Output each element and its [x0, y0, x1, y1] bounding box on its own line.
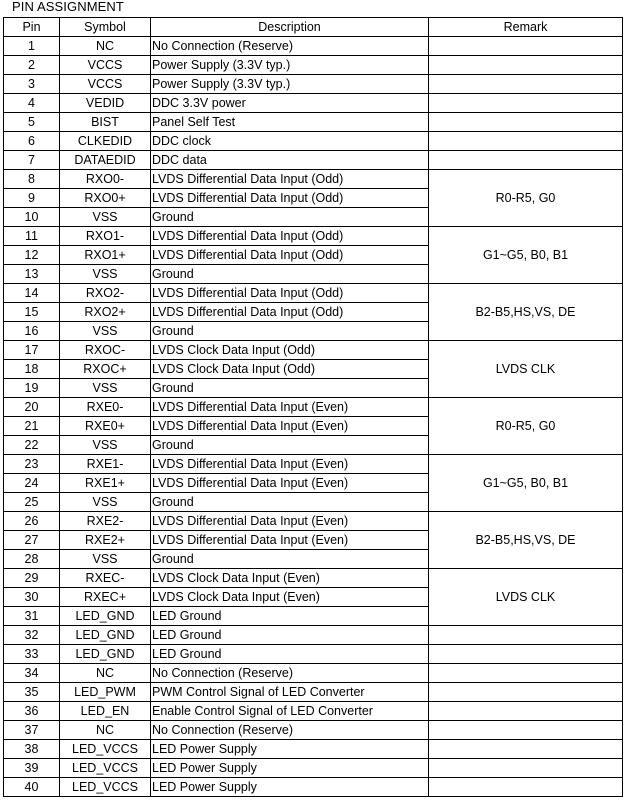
- table-row: [4, 778, 623, 797]
- cell-symbol: VCCS: [60, 56, 151, 75]
- cell-symbol: RXO1-: [60, 227, 151, 246]
- cell-pin: 6: [4, 132, 60, 151]
- cell-pin: 5: [4, 113, 60, 132]
- cell-pin: 40: [4, 778, 60, 797]
- table-row: [4, 227, 623, 246]
- table-row: [4, 455, 623, 474]
- table-row: [4, 702, 623, 721]
- cell-remark: [429, 645, 623, 664]
- pin-assignment-table: [3, 17, 623, 797]
- cell-symbol: RXOC+: [60, 360, 151, 379]
- header-pin: Pin: [4, 18, 60, 37]
- cell-pin: 1: [4, 37, 60, 56]
- cell-description: Ground: [151, 379, 429, 398]
- cell-pin: 37: [4, 721, 60, 740]
- cell-pin: 2: [4, 56, 60, 75]
- cell-remark: [429, 702, 623, 721]
- table-row: [4, 132, 623, 151]
- cell-pin: 32: [4, 626, 60, 645]
- cell-symbol: RXOC-: [60, 341, 151, 360]
- cell-pin: 21: [4, 417, 60, 436]
- cell-symbol: RXEC+: [60, 588, 151, 607]
- cell-pin: 33: [4, 645, 60, 664]
- cell-description: LVDS Differential Data Input (Even): [151, 455, 429, 474]
- cell-description: LVDS Differential Data Input (Odd): [151, 246, 429, 265]
- cell-symbol: VSS: [60, 436, 151, 455]
- table-row: [4, 56, 623, 75]
- table-row: [4, 284, 623, 303]
- cell-pin: 30: [4, 588, 60, 607]
- cell-pin: 12: [4, 246, 60, 265]
- cell-symbol: NC: [60, 37, 151, 56]
- table-row: [4, 664, 623, 683]
- cell-description: DDC clock: [151, 132, 429, 151]
- cell-symbol: LED_PWM: [60, 683, 151, 702]
- cell-symbol: RXE2-: [60, 512, 151, 531]
- cell-symbol: RXEC-: [60, 569, 151, 588]
- table-row: [4, 626, 623, 645]
- cell-remark: [429, 75, 623, 94]
- cell-pin: 8: [4, 170, 60, 189]
- cell-remark: [429, 683, 623, 702]
- table-row: [4, 113, 623, 132]
- header-symbol: Symbol: [60, 18, 151, 37]
- cell-description: LVDS Differential Data Input (Odd): [151, 170, 429, 189]
- cell-pin: 18: [4, 360, 60, 379]
- cell-symbol: LED_VCCS: [60, 759, 151, 778]
- cell-pin: 14: [4, 284, 60, 303]
- cell-remark: LVDS CLK: [429, 341, 623, 398]
- table-row: [4, 398, 623, 417]
- cell-remark: [429, 37, 623, 56]
- table-row: [4, 759, 623, 778]
- cell-remark: [429, 56, 623, 75]
- cell-remark: B2-B5,HS,VS, DE: [429, 512, 623, 569]
- cell-description: Ground: [151, 436, 429, 455]
- cell-symbol: RXE0-: [60, 398, 151, 417]
- cell-remark: [429, 113, 623, 132]
- cell-pin: 4: [4, 94, 60, 113]
- page-title: PIN ASSIGNMENT: [12, 0, 124, 14]
- table-row: [4, 75, 623, 94]
- cell-description: Ground: [151, 265, 429, 284]
- cell-remark: [429, 759, 623, 778]
- cell-symbol: VCCS: [60, 75, 151, 94]
- cell-description: PWM Control Signal of LED Converter: [151, 683, 429, 702]
- cell-remark: [429, 94, 623, 113]
- table-row: [4, 512, 623, 531]
- cell-description: LVDS Differential Data Input (Even): [151, 417, 429, 436]
- cell-description: LED Power Supply: [151, 778, 429, 797]
- cell-description: Ground: [151, 550, 429, 569]
- cell-description: LED Ground: [151, 607, 429, 626]
- cell-pin: 15: [4, 303, 60, 322]
- cell-symbol: RXE0+: [60, 417, 151, 436]
- cell-pin: 23: [4, 455, 60, 474]
- cell-remark: [429, 151, 623, 170]
- cell-description: LVDS Clock Data Input (Odd): [151, 360, 429, 379]
- cell-pin: 36: [4, 702, 60, 721]
- cell-pin: 29: [4, 569, 60, 588]
- cell-symbol: RXE1+: [60, 474, 151, 493]
- cell-remark: [429, 664, 623, 683]
- cell-description: No Connection (Reserve): [151, 664, 429, 683]
- cell-pin: 35: [4, 683, 60, 702]
- cell-symbol: VSS: [60, 322, 151, 341]
- cell-symbol: VSS: [60, 493, 151, 512]
- cell-symbol: LED_EN: [60, 702, 151, 721]
- table-body: [4, 37, 623, 797]
- table-row: [4, 151, 623, 170]
- cell-remark: G1~G5, B0, B1: [429, 227, 623, 284]
- cell-symbol: NC: [60, 721, 151, 740]
- table-row: [4, 645, 623, 664]
- cell-description: LVDS Differential Data Input (Odd): [151, 284, 429, 303]
- cell-description: DDC data: [151, 151, 429, 170]
- cell-description: LVDS Differential Data Input (Even): [151, 512, 429, 531]
- table-row: [4, 37, 623, 56]
- cell-symbol: VEDID: [60, 94, 151, 113]
- cell-remark: R0-R5, G0: [429, 170, 623, 227]
- cell-pin: 27: [4, 531, 60, 550]
- cell-description: LVDS Differential Data Input (Even): [151, 531, 429, 550]
- cell-pin: 16: [4, 322, 60, 341]
- cell-description: No Connection (Reserve): [151, 721, 429, 740]
- cell-symbol: VSS: [60, 208, 151, 227]
- cell-description: Panel Self Test: [151, 113, 429, 132]
- cell-description: Enable Control Signal of LED Converter: [151, 702, 429, 721]
- cell-description: Power Supply (3.3V typ.): [151, 56, 429, 75]
- cell-description: LVDS Differential Data Input (Odd): [151, 227, 429, 246]
- cell-symbol: RXO0-: [60, 170, 151, 189]
- cell-symbol: RXO2+: [60, 303, 151, 322]
- cell-description: DDC 3.3V power: [151, 94, 429, 113]
- header-description: Description: [151, 18, 429, 37]
- table-row: [4, 683, 623, 702]
- cell-pin: 3: [4, 75, 60, 94]
- cell-symbol: DATAEDID: [60, 151, 151, 170]
- cell-pin: 26: [4, 512, 60, 531]
- cell-pin: 31: [4, 607, 60, 626]
- cell-pin: 25: [4, 493, 60, 512]
- cell-pin: 34: [4, 664, 60, 683]
- cell-description: Ground: [151, 208, 429, 227]
- cell-description: LVDS Clock Data Input (Even): [151, 569, 429, 588]
- cell-pin: 17: [4, 341, 60, 360]
- cell-description: LVDS Clock Data Input (Odd): [151, 341, 429, 360]
- cell-description: LED Power Supply: [151, 740, 429, 759]
- cell-pin: 9: [4, 189, 60, 208]
- cell-pin: 11: [4, 227, 60, 246]
- cell-remark: [429, 626, 623, 645]
- cell-description: Power Supply (3.3V typ.): [151, 75, 429, 94]
- cell-symbol: LED_VCCS: [60, 778, 151, 797]
- cell-pin: 13: [4, 265, 60, 284]
- cell-pin: 28: [4, 550, 60, 569]
- cell-symbol: RXE1-: [60, 455, 151, 474]
- cell-symbol: LED_GND: [60, 607, 151, 626]
- cell-symbol: RXO2-: [60, 284, 151, 303]
- table-row: [4, 94, 623, 113]
- cell-description: Ground: [151, 322, 429, 341]
- cell-description: LVDS Clock Data Input (Even): [151, 588, 429, 607]
- table-row: [4, 170, 623, 189]
- cell-description: LED Ground: [151, 626, 429, 645]
- cell-symbol: VSS: [60, 265, 151, 284]
- cell-symbol: LED_GND: [60, 626, 151, 645]
- cell-description: LED Ground: [151, 645, 429, 664]
- cell-remark: R0-R5, G0: [429, 398, 623, 455]
- cell-pin: 39: [4, 759, 60, 778]
- cell-description: LVDS Differential Data Input (Odd): [151, 303, 429, 322]
- cell-pin: 20: [4, 398, 60, 417]
- cell-remark: [429, 778, 623, 797]
- cell-symbol: RXO0+: [60, 189, 151, 208]
- table-row: [4, 740, 623, 759]
- cell-remark: G1~G5, B0, B1: [429, 455, 623, 512]
- cell-symbol: LED_GND: [60, 645, 151, 664]
- cell-remark: [429, 721, 623, 740]
- cell-symbol: LED_VCCS: [60, 740, 151, 759]
- cell-pin: 19: [4, 379, 60, 398]
- cell-description: Ground: [151, 493, 429, 512]
- cell-remark: LVDS CLK: [429, 569, 623, 626]
- cell-symbol: VSS: [60, 379, 151, 398]
- cell-symbol: RXE2+: [60, 531, 151, 550]
- cell-pin: 24: [4, 474, 60, 493]
- cell-symbol: NC: [60, 664, 151, 683]
- cell-description: LED Power Supply: [151, 759, 429, 778]
- cell-remark: B2-B5,HS,VS, DE: [429, 284, 623, 341]
- cell-symbol: VSS: [60, 550, 151, 569]
- table-row: [4, 341, 623, 360]
- cell-symbol: BIST: [60, 113, 151, 132]
- cell-pin: 38: [4, 740, 60, 759]
- table-row: [4, 721, 623, 740]
- cell-pin: 7: [4, 151, 60, 170]
- cell-description: LVDS Differential Data Input (Even): [151, 398, 429, 417]
- table-row: [4, 569, 623, 588]
- cell-pin: 10: [4, 208, 60, 227]
- cell-symbol: CLKEDID: [60, 132, 151, 151]
- cell-description: LVDS Differential Data Input (Even): [151, 474, 429, 493]
- header-row: [4, 18, 623, 37]
- cell-description: LVDS Differential Data Input (Odd): [151, 189, 429, 208]
- cell-remark: [429, 132, 623, 151]
- cell-symbol: RXO1+: [60, 246, 151, 265]
- cell-pin: 22: [4, 436, 60, 455]
- header-remark: Remark: [429, 18, 623, 37]
- cell-remark: [429, 740, 623, 759]
- cell-description: No Connection (Reserve): [151, 37, 429, 56]
